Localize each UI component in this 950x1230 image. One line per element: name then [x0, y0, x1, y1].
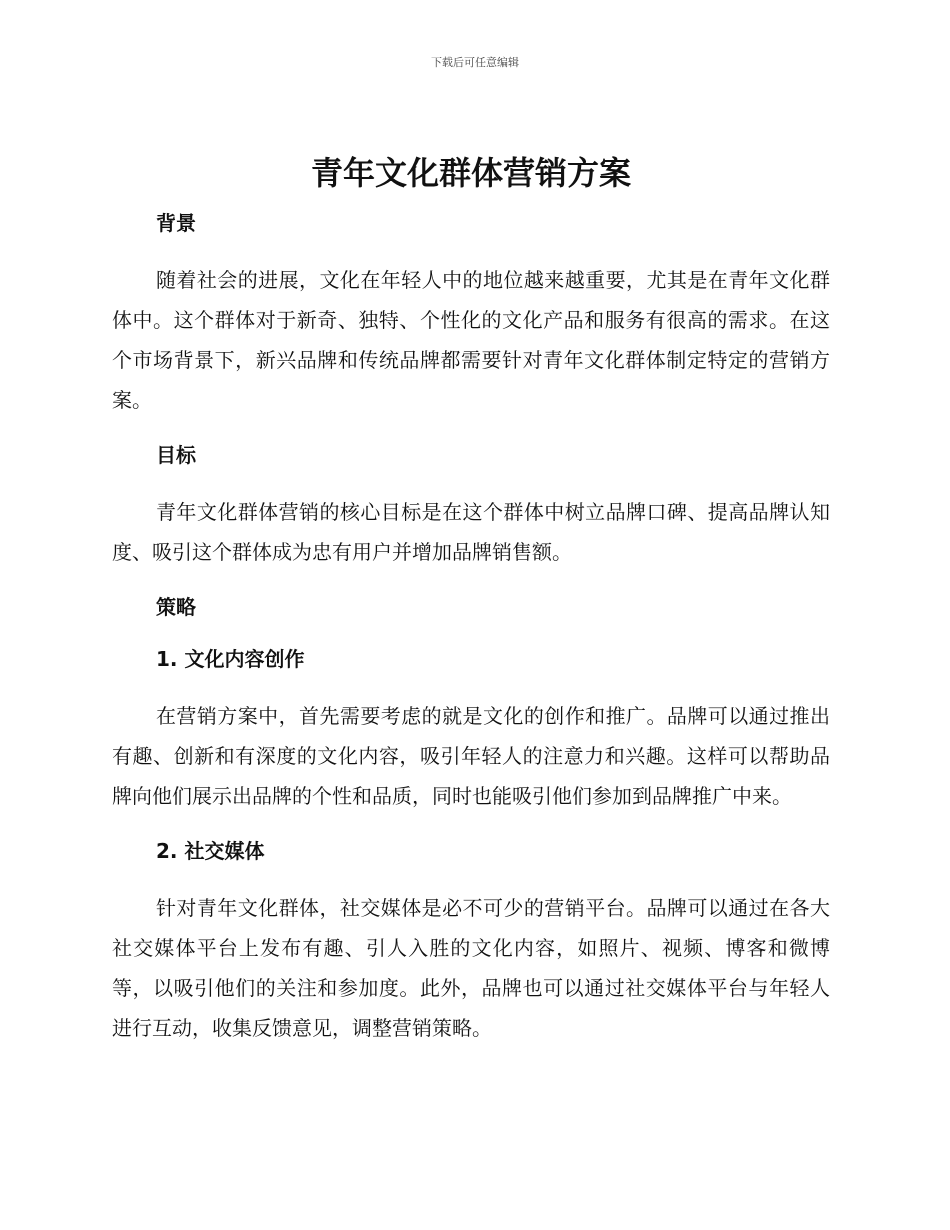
- section-heading-background: 背景: [156, 211, 196, 235]
- section-heading-goal: 目标: [156, 443, 196, 467]
- subheading-social-media: 2. 社交媒体: [156, 839, 265, 863]
- paragraph-goal: 青年文化群体营销的核心目标是在这个群体中树立品牌口碑、提高品牌认知度、吸引这个群体成为忠有用户并增加品牌销售额。: [112, 500, 830, 564]
- paragraph-social-media: 针对青年文化群体，社交媒体是必不可少的营销平台。品牌可以通过在各大社交媒体平台上发布有趣、引人入胜的文化内容，如照片、视频、博客和微博等，以吸引他们的关注和参加度。此外，品牌也可以通过社交媒体平台与年轻人进行互动，收集反馈意见，调整营销策略。: [112, 896, 830, 1040]
- section-heading-strategy: 策略: [156, 595, 196, 619]
- document-body: [112, 148, 830, 1048]
- paragraph-content-creation: 在营销方案中，首先需要考虑的就是文化的创作和推广。品牌可以通过推出有趣、创新和有深度的文化内容，吸引年轻人的注意力和兴趣。这样可以帮助品牌向他们展示出品牌的个性和品质，同时也能吸引他们参加到品牌推广中来。: [112, 704, 830, 808]
- page-header-note: 下载后可任意编辑: [431, 56, 519, 69]
- paragraph-background: 随着社会的进展，文化在年轻人中的地位越来越重要，尤其是在青年文化群体中。这个群体对于新奇、独特、个性化的文化产品和服务有很高的需求。在这个市场背景下，新兴品牌和传统品牌都需要针对青年文化群体制定特定的营销方案。: [112, 268, 830, 412]
- document-title: 青年文化群体营销方案: [310, 154, 631, 192]
- subheading-content-creation: 1. 文化内容创作: [156, 647, 305, 671]
